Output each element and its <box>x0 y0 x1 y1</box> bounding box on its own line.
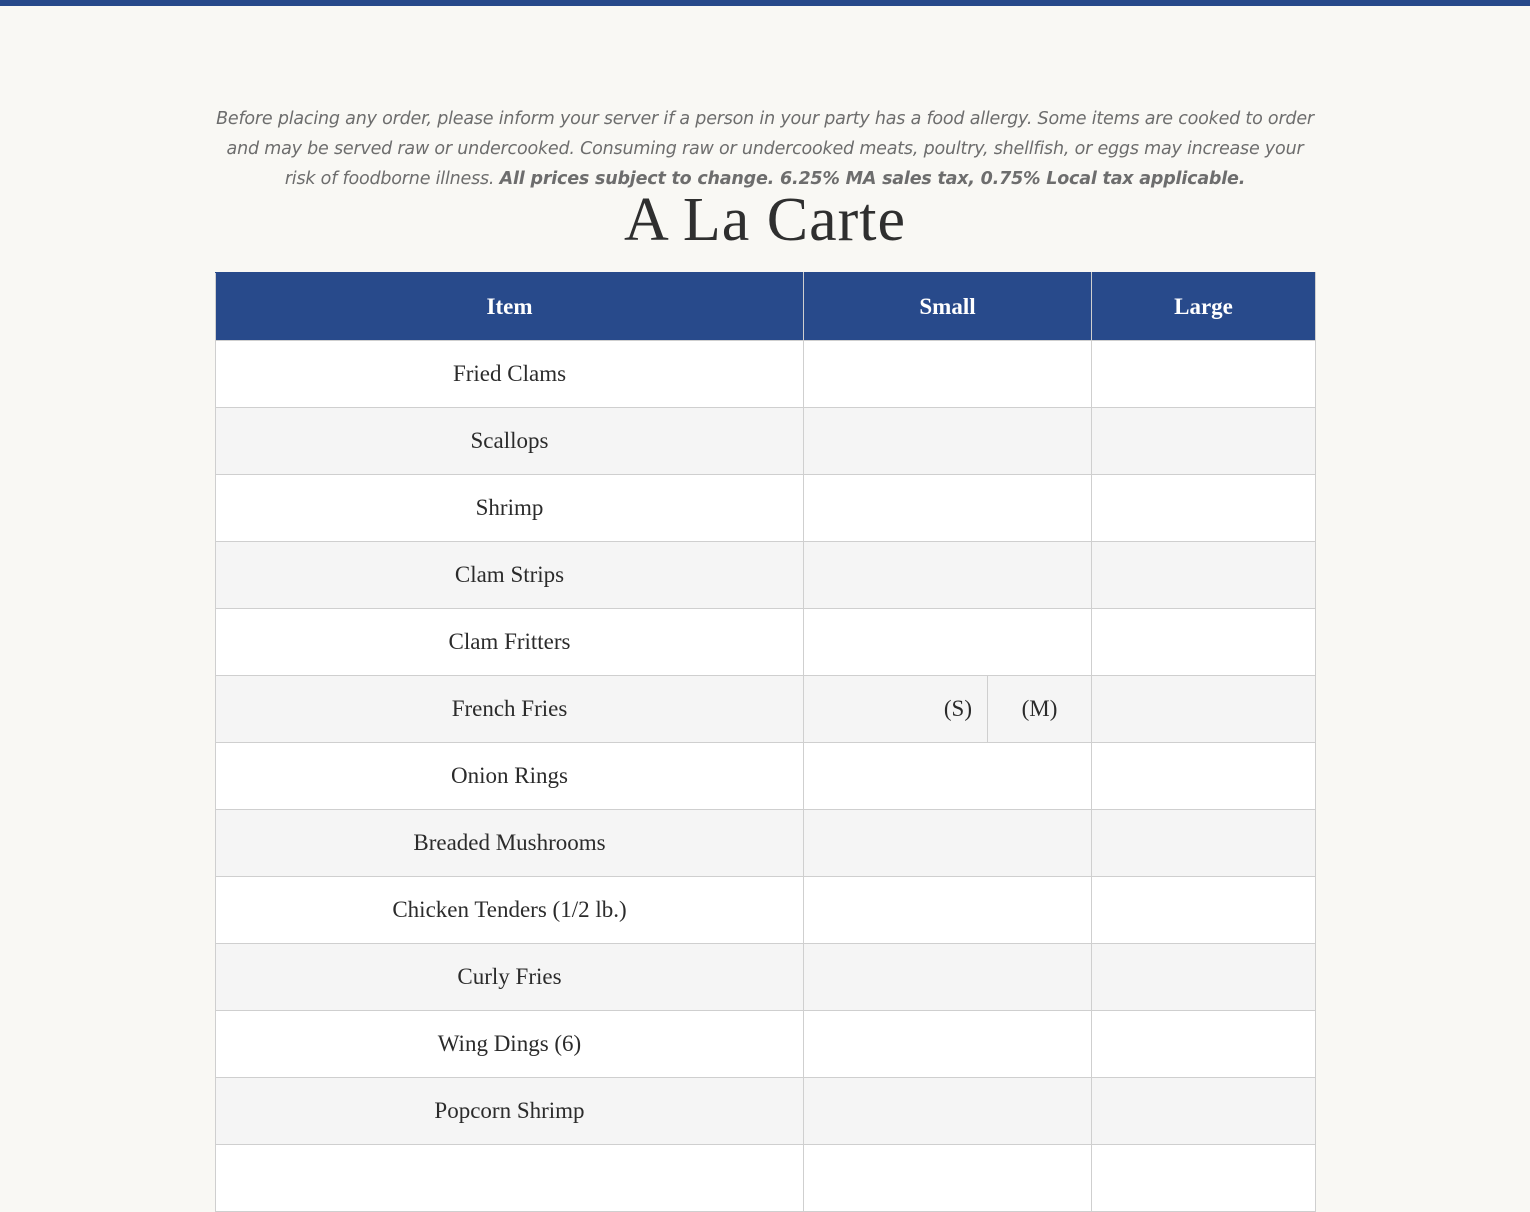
table-row <box>216 1145 1316 1212</box>
small-size-m-label: (M) <box>988 676 1092 743</box>
item-name: Scallops <box>216 408 804 475</box>
small-price <box>804 408 1092 475</box>
table-row <box>216 609 1316 676</box>
large-price <box>1092 944 1316 1011</box>
section-title: A La Carte <box>623 186 906 254</box>
table-row <box>216 944 1316 1011</box>
item-name: Onion Rings <box>216 743 804 810</box>
large-price <box>1092 877 1316 944</box>
small-price <box>804 944 1092 1011</box>
large-price <box>1092 743 1316 810</box>
item-name: Clam Strips <box>216 542 804 609</box>
top-decorative-band <box>0 0 1530 6</box>
small-price <box>804 475 1092 542</box>
small-price <box>804 877 1092 944</box>
column-header-small: Small <box>804 273 1092 341</box>
table-header-row <box>216 273 1316 341</box>
large-price <box>1092 1011 1316 1078</box>
table-row <box>216 341 1316 408</box>
large-price <box>1092 542 1316 609</box>
item-name <box>216 1145 804 1212</box>
large-price <box>1092 408 1316 475</box>
small-price <box>804 609 1092 676</box>
small-price <box>804 1145 1092 1212</box>
item-name: Shrimp <box>216 475 804 542</box>
small-price <box>804 542 1092 609</box>
table-row <box>216 408 1316 475</box>
disclaimer-text: Before placing any order, please inform your server if a person in your party has a food allergy. Some items are cooked to order and may be served raw or undercooked. Consuming raw or undercooked meats, poultry, shellfish, or eggs may increase your risk of foodborne illness. <box>216 108 1314 189</box>
large-price <box>1092 341 1316 408</box>
table-row <box>216 676 1316 743</box>
large-price <box>1092 1145 1316 1212</box>
large-price <box>1092 810 1316 877</box>
item-name: Popcorn Shrimp <box>216 1078 804 1145</box>
table-row <box>216 743 1316 810</box>
menu-table <box>215 272 1316 1212</box>
large-price <box>1092 609 1316 676</box>
small-price <box>804 1078 1092 1145</box>
item-name: Fried Clams <box>216 341 804 408</box>
table-row <box>216 475 1316 542</box>
item-name: Chicken Tenders (1/2 lb.) <box>216 877 804 944</box>
item-name: Curly Fries <box>216 944 804 1011</box>
column-header-item: Item <box>216 273 804 341</box>
small-price <box>804 743 1092 810</box>
large-price <box>1092 1078 1316 1145</box>
item-name: Breaded Mushrooms <box>216 810 804 877</box>
large-price <box>1092 676 1316 743</box>
table-row <box>216 542 1316 609</box>
table-row <box>216 1078 1316 1145</box>
large-price <box>1092 475 1316 542</box>
small-price <box>804 341 1092 408</box>
column-header-large: Large <box>1092 273 1316 341</box>
item-name: French Fries <box>216 676 804 743</box>
item-name: Wing Dings (6) <box>216 1011 804 1078</box>
item-name: Clam Fritters <box>216 609 804 676</box>
table-row <box>216 877 1316 944</box>
small-size-s-label: (S) <box>804 676 988 743</box>
table-row <box>216 810 1316 877</box>
small-price <box>804 810 1092 877</box>
small-price <box>804 1011 1092 1078</box>
table-row <box>216 1011 1316 1078</box>
tax-notice: All prices subject to change. 6.25% MA sales tax, 0.75% Local tax applicable. <box>499 168 1246 189</box>
